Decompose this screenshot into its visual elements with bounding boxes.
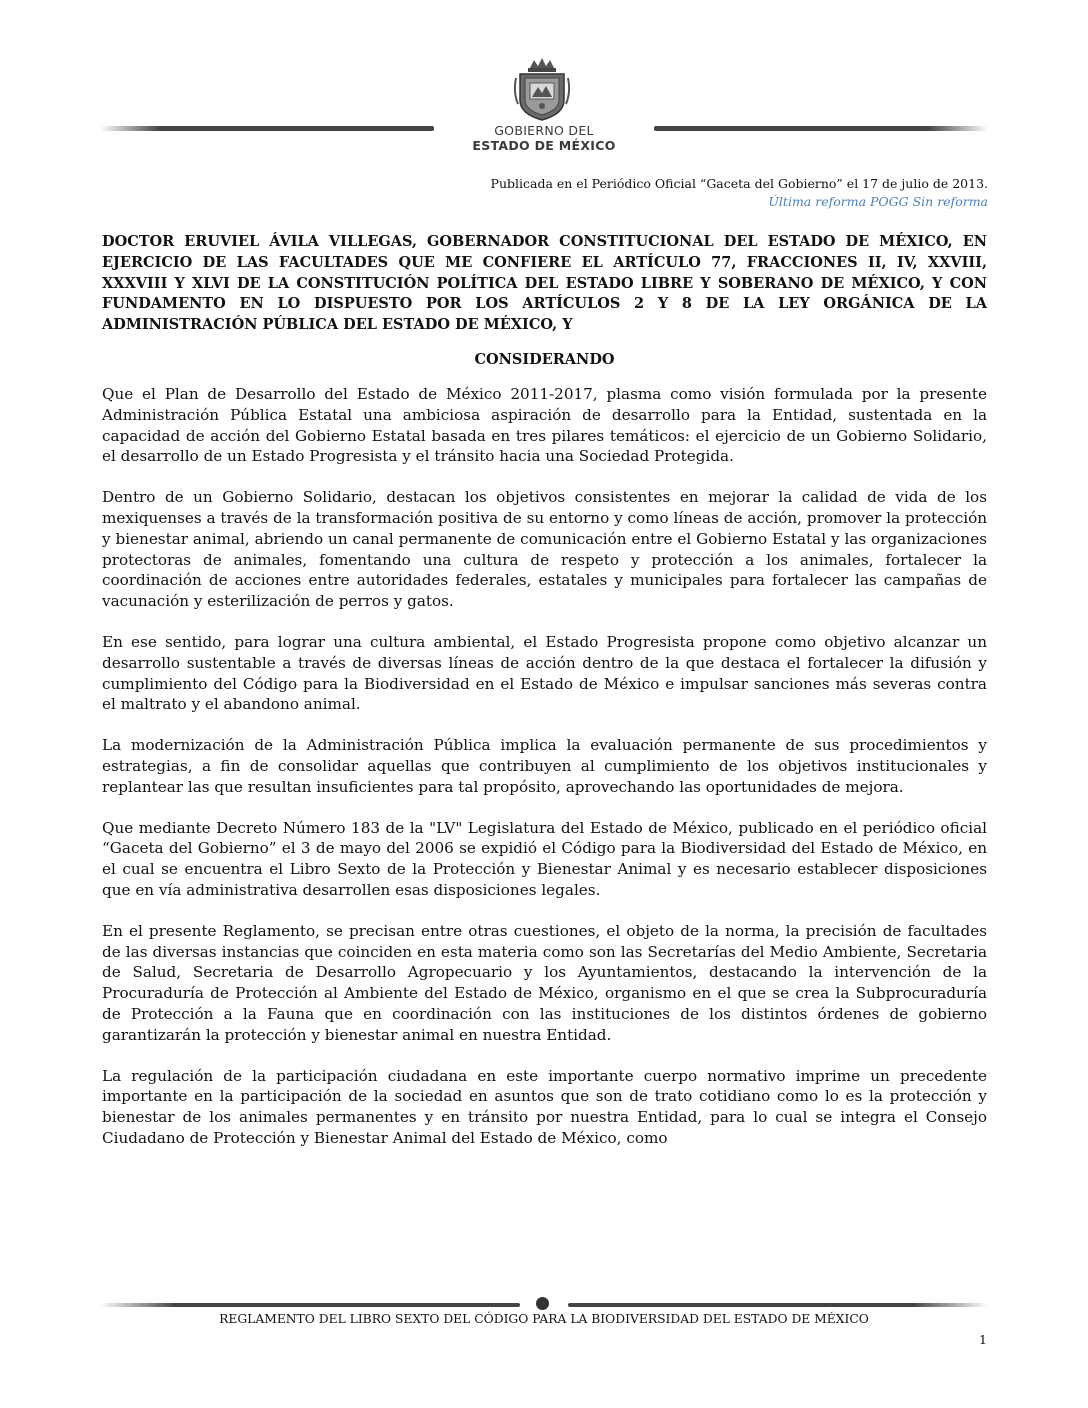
government-line-2: ESTADO DE MÉXICO <box>472 138 616 153</box>
page-number: 1 <box>979 1332 987 1347</box>
paragraph: La regulación de la participación ciudadana en este importante cuerpo normativo imprime un precedente importante en la participación de la sociedad en asuntos que son de trato cotidiano como lo es la protección y bienestar de los animales permanentes y en tránsito por nuestra Entidad, para lo cual se integra el Consejo Ciudadano de Protección y Bienestar Animal del Estado de México, como <box>102 1066 987 1147</box>
paragraph: La modernización de la Administración Pública implica la evaluación permanente de sus procedimientos y estrategias, a fin de consolidar aquellas que contribuyen al cumplimiento de los objetivos institucionales y replantear las que resultan insuficientes para tal propósito, aprovechando las oportunidades de mejora. <box>102 736 987 796</box>
state-seal-icon <box>512 56 572 122</box>
last-reform-note: Última reforma POGG Sin reforma <box>768 194 988 209</box>
paragraph: Que el Plan de Desarrollo del Estado de México 2011-2017, plasma como visión formulada por la presente Administración Pública Estatal una ambiciosa aspiración de desarrollo para la Entidad, sustentada en la capacidad de acción del Gobierno Estatal basada en tres pilares temáticos: el ejercicio de un Gobierno Solidario, el desarrollo de un Estado Progresista y el tránsito hacia una Sociedad Protegida. <box>102 384 987 466</box>
paragraph: Dentro de un Gobierno Solidario, destacan los objetivos consistentes en mejorar la calidad de vida de los mexiquenses a través de la transformación positiva de su entorno y como líneas de acción, promover la protección y bienestar animal, abriendo un canal permanente de comunicación entre el Gobierno Estatal y las organizaciones protectoras de animales, fomentando una cultura de respeto y protección a los animales, fortalecer la coordinación de acciones entre autoridades federales, estatales y municipales para fortalecer las campañas de vacunación y esterilización de perros y gatos. <box>102 488 987 611</box>
government-name <box>444 123 644 153</box>
government-line-1: GOBIERNO DEL <box>494 123 594 138</box>
header-rule-left <box>100 126 434 131</box>
paragraph: Que mediante Decreto Número 183 de la "LV" Legislatura del Estado de México, publicado en el periódico oficial “Gaceta del Gobierno” el 3 de mayo del 2006 se expidió el Código para la Biodiversidad del Estado de México, en el cual se encuentra el Libro Sexto de la Protección y Bienestar Animal y es necesario establecer disposiciones que en vía administrativa desarrollen esas disposiciones legales. <box>102 818 987 899</box>
document-body <box>102 232 987 1169</box>
footer-dot-icon <box>536 1297 549 1310</box>
considerando-heading: CONSIDERANDO <box>474 350 615 368</box>
header-rule-right <box>654 126 988 131</box>
footer-title: REGLAMENTO DEL LIBRO SEXTO DEL CÓDIGO PARA LA BIODIVERSIDAD DEL ESTADO DE MÉXICO <box>219 1312 869 1326</box>
publication-date: Publicada en el Periódico Oficial “Gaceta del Gobierno” el 17 de julio de 2013. <box>490 176 988 191</box>
footer-rule-left <box>100 1303 520 1307</box>
paragraph: En el presente Reglamento, se precisan entre otras cuestiones, el objeto de la norma, la precisión de facultades de las diversas instancias que coinciden en esta materia como son las Secretarías del Medio Ambiente, Secretaria de Salud, Secretaria de Desarrollo Agropecuario y los Ayuntamientos, destacando la intervención de la Procuraduría de Protección al Ambiente del Estado de México, organismo en el que se crea la Subprocuraduría de Protección a la Fauna que en coordinación con las instituciones de los distintos órdenes de gobierno garantizarán la protección y bienestar animal en nuestra Entidad. <box>102 921 987 1044</box>
paragraph: En ese sentido, para lograr una cultura ambiental, el Estado Progresista propone como objetivo alcanzar un desarrollo sustentable a través de diversas líneas de acción dentro de la que destaca el fortalecer la difusión y cumplimiento del Código para la Biodiversidad en el Estado de México e impulsar sanciones más severas contra el maltrato y el abandono animal. <box>102 632 987 714</box>
page-header <box>0 0 1088 160</box>
publication-info <box>491 175 988 211</box>
preamble: DOCTOR ERUVIEL ÁVILA VILLEGAS, GOBERNADOR CONSTITUCIONAL DEL ESTADO DE MÉXICO, EN EJERCICIO DE LAS FACULTADES QUE ME CONFIERE EL ARTÍCULO 77, FRACCIONES II, IV, XXVIII, XXXVIII Y XLVI DE LA CONSTITUCIÓN POLÍTICA DEL ESTADO LIBRE Y SOBERANO DE MÉXICO, Y CON FUNDAMENTO EN LO DISPUESTO POR LOS ARTÍCULOS 2 Y 8 DE LA LEY ORGÁNICA DE LA ADMINISTRACIÓN PÚBLICA DEL ESTADO DE MÉXICO, Y <box>102 233 987 334</box>
footer-rule-right <box>568 1303 988 1307</box>
